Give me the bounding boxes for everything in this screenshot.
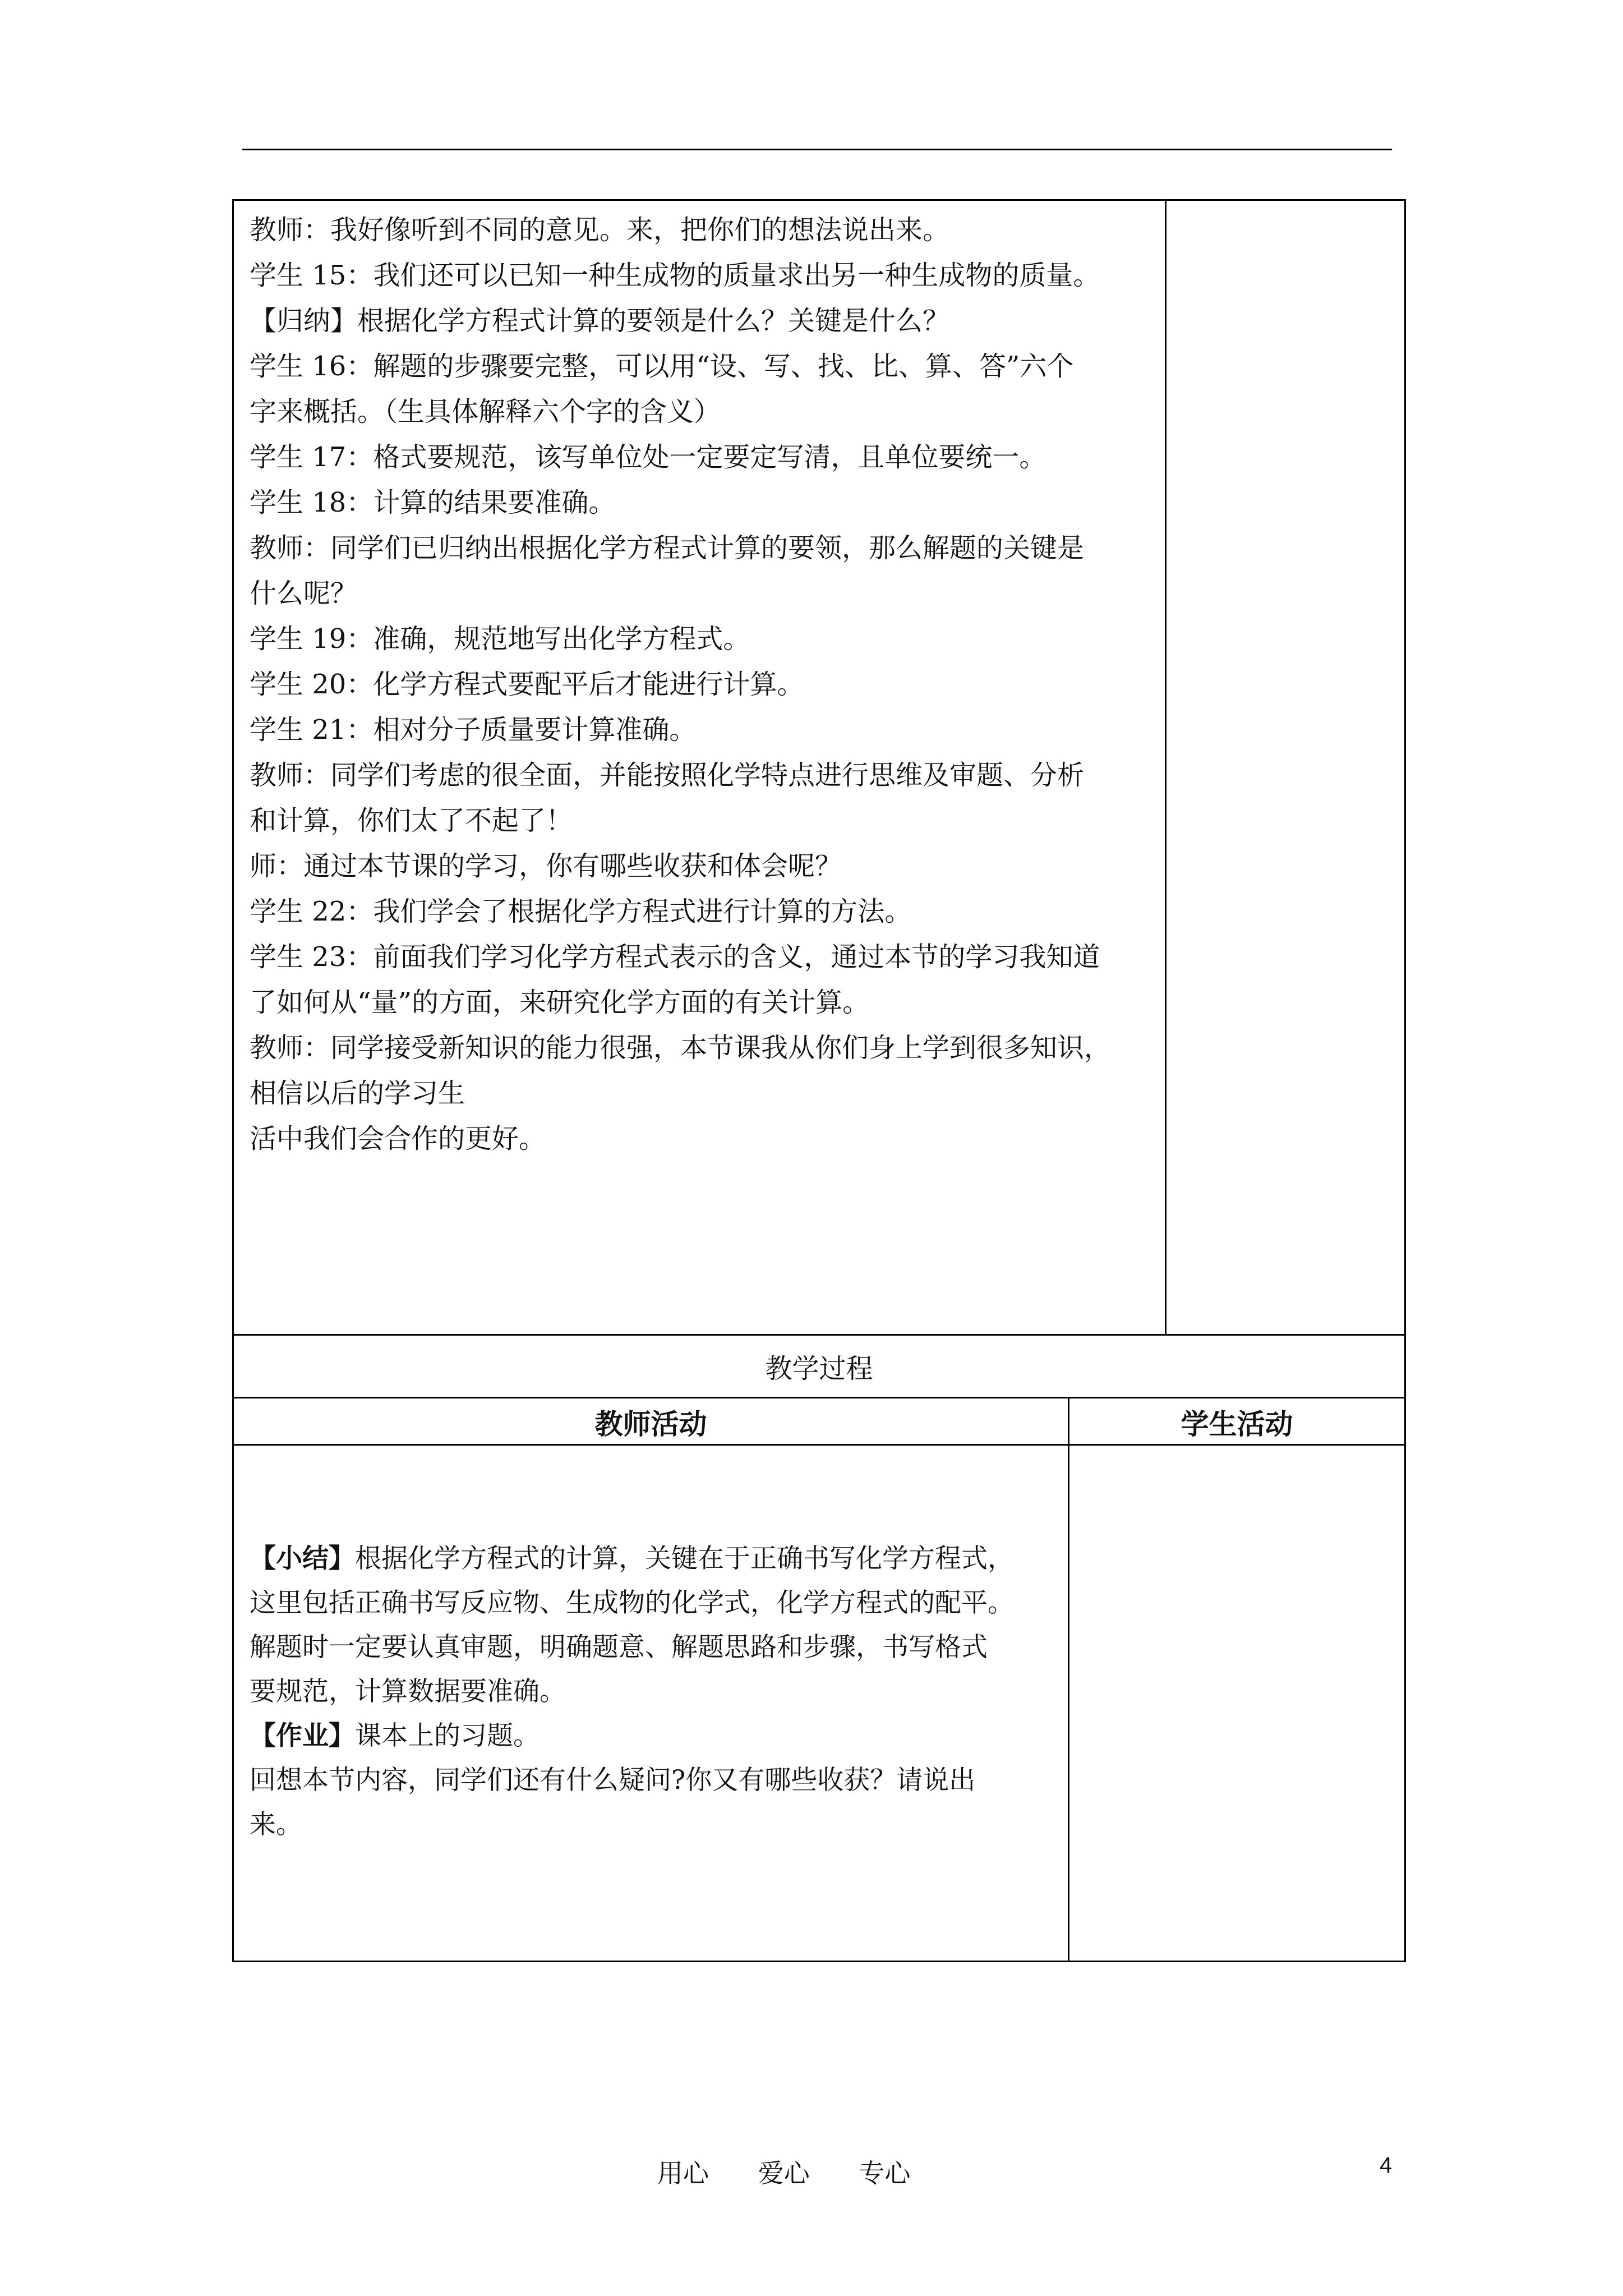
- homework-line: [250, 1714, 1057, 1758]
- homework-text: 课本上的习题。: [355, 1720, 540, 1751]
- teaching-process-header-row: [234, 1398, 1404, 1446]
- dialogue-line: 【归纳】根据化学方程式计算的要领是什么？关键是什么？: [250, 305, 950, 337]
- review-line: 回想本节内容，同学们还有什么疑问?你又有哪些收获？请说出: [250, 1765, 976, 1796]
- dialogue-table-column-divider: [1165, 201, 1166, 1334]
- dialogue-line: 学生 21：相对分子质量要计算准确。: [250, 714, 697, 746]
- dialogue-line: 相信以后的学习生: [250, 1078, 465, 1109]
- dialogue-line: 学生 17：格式要规范，该写单位处一定要定写清，且单位要统一。: [250, 441, 1046, 473]
- dialogue-line: 学生 19：准确，规范地写出化学方程式。: [250, 623, 750, 655]
- review-line: 来。: [250, 1809, 302, 1840]
- summary-line: [250, 1536, 1057, 1581]
- dialogue-line: 教师：同学们考虑的很全面，并能按照化学特点进行思维及审题、分析: [250, 760, 1085, 791]
- teacher-activity-header: 教师活动: [594, 1408, 707, 1441]
- teaching-process-table: [232, 1334, 1406, 1962]
- dialogue-content: [250, 208, 1152, 1162]
- dialogue-line: 教师：同学们已归纳出根据化学方程式计算的要领，那么解题的关键是: [250, 532, 1085, 564]
- dialogue-line: 学生 20：化学方程式要配平后才能进行计算。: [250, 669, 804, 700]
- teaching-process-title: 教学过程: [234, 1336, 1404, 1398]
- dialogue-line: 师：通过本节课的学习，你有哪些收获和体会呢？: [250, 850, 842, 882]
- summary-line: 这里包括正确书写反应物、生成物的化学式，化学方程式的配平。: [250, 1588, 1014, 1618]
- dialogue-line: 学生 18：计算的结果要准确。: [250, 487, 616, 518]
- dialogue-line: 什么呢？: [250, 578, 358, 609]
- dialogue-line: 活中我们会合作的更好。: [250, 1123, 546, 1154]
- dialogue-line: 学生 23：前面我们学习化学方程式表示的含义，通过本节的学习我知道: [250, 941, 1100, 973]
- dialogue-line: 字来概括。（生具体解释六个字的含义）: [250, 396, 721, 427]
- teaching-process-column-divider: [1068, 1398, 1069, 1962]
- student-activity-header: 学生活动: [1181, 1408, 1293, 1441]
- homework-label: 【作业】: [250, 1720, 355, 1751]
- summary-label: 【小结】: [250, 1543, 355, 1574]
- teacher-activity-content: [250, 1536, 1057, 1847]
- page-number: 4: [1380, 2153, 1393, 2178]
- dialogue-line: 学生 16：解题的步骤要完整，可以用“设、写、找、比、算、答”六个: [250, 351, 1074, 382]
- summary-text: 根据化学方程式的计算，关键在于正确书写化学方程式，: [355, 1543, 1014, 1574]
- header-rule: [242, 149, 1392, 150]
- dialogue-line: 教师：我好像听到不同的意见。来，把你们的想法说出来。: [250, 214, 950, 246]
- summary-line: 要规范，计算数据要准确。: [250, 1676, 566, 1707]
- dialogue-line: 和计算，你们太了不起了！: [250, 805, 573, 836]
- page-footer: [0, 2153, 1623, 2187]
- dialogue-line: 学生 22：我们学会了根据化学方程式进行计算的方法。: [250, 896, 912, 927]
- dialogue-line: 教师：同学接受新知识的能力很强，本节课我从你们身上学到很多知识，: [250, 1032, 1112, 1064]
- dialogue-table: [232, 199, 1406, 1336]
- dialogue-line: 学生 15：我们还可以已知一种生成物的质量求出另一种生成物的质量。: [250, 260, 1100, 291]
- summary-line: 解题时一定要认真审题，明确题意、解题思路和步骤，书写格式: [250, 1632, 988, 1663]
- dialogue-line: 了如何从“量”的方面，来研究化学方面的有关计算。: [250, 987, 870, 1018]
- footer-motto: 用心 爱心 专心: [657, 2158, 911, 2188]
